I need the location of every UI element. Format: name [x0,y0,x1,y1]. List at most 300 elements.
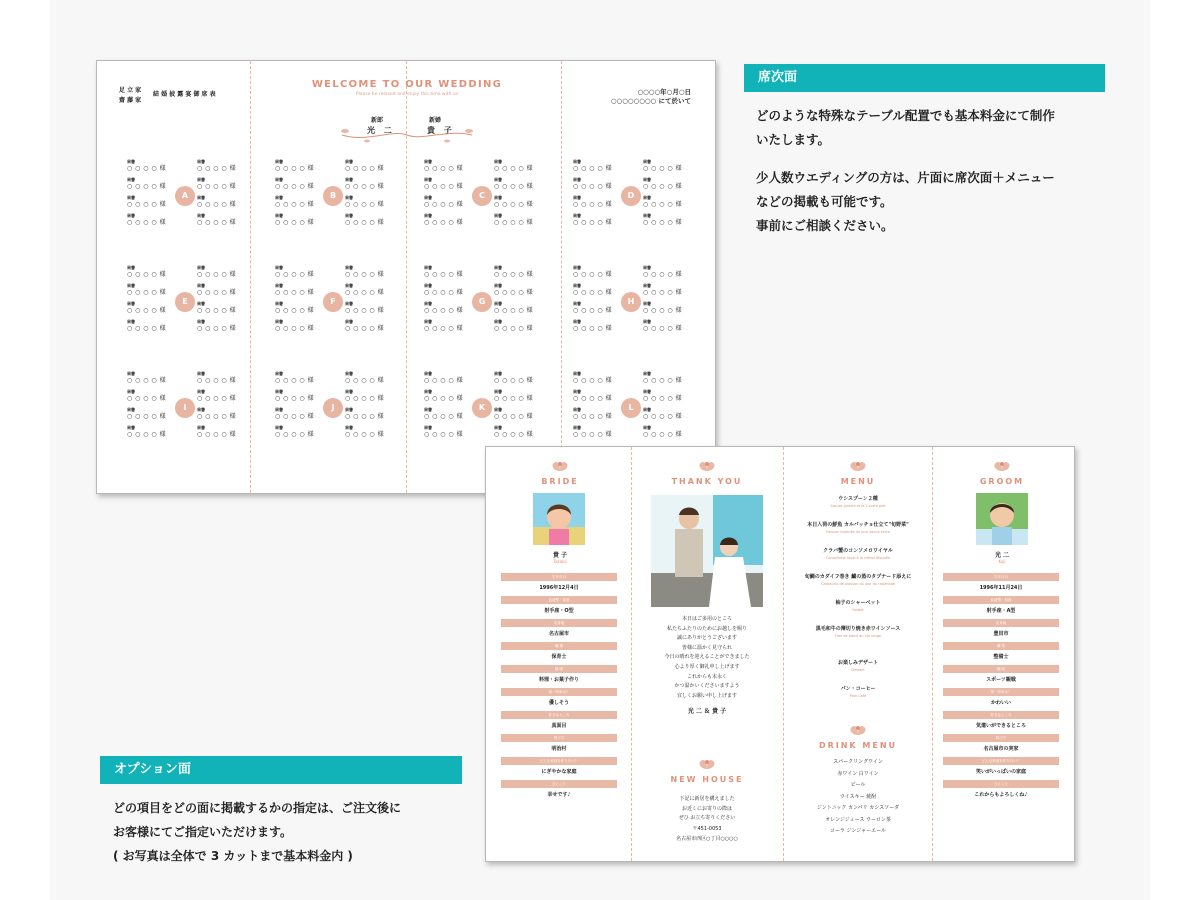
guest-title: 肩書 [197,407,205,412]
guest-title: 肩書 [643,389,651,394]
table-label: F [323,292,343,312]
guest-entry [573,195,623,208]
guest-title: 肩書 [424,177,432,182]
guest-entry [197,319,247,332]
course-name: パン・コーヒー [840,686,876,692]
guest-name: ○ ○ ○ ○ 様 [197,183,237,190]
guest-title: 肩書 [424,301,432,306]
guest-entry [127,213,177,226]
guest-title: 肩書 [275,159,283,164]
guest-entry [573,371,623,384]
text-line: オレンジジュース ウーロン茶 [825,816,891,823]
bride-name: 貴 子 [427,126,455,135]
guest-name: ○ ○ ○ ○ 様 [345,271,385,278]
table-group [573,265,693,337]
guest-entry [573,389,623,402]
guest-entry [197,371,247,384]
guest-title: 肩書 [127,319,135,324]
guest-name: ○ ○ ○ ○ 様 [573,431,613,438]
floral-ornament-icon [695,757,719,771]
vine-ornament-icon [337,121,477,143]
guest-entry [197,195,247,208]
guest-title: 肩書 [127,407,135,412]
guest-name: ○ ○ ○ ○ 様 [424,325,464,332]
profile-value: 整備士 [993,654,1009,660]
guest-entry [643,213,693,226]
text-line: お近くにお寄りの際は [681,805,732,812]
guest-title: 肩書 [573,159,581,164]
guest-title: 肩書 [275,389,283,394]
profile-value: スポーツ観戦 [986,677,1016,683]
guest-title: 肩書 [127,425,135,430]
guest-title: 肩書 [494,371,502,376]
guest-title: 肩書 [127,371,135,376]
guest-entry [573,265,623,278]
guest-entry [424,283,474,296]
guest-name: ○ ○ ○ ○ 様 [573,219,613,226]
guest-title: 肩書 [573,195,581,200]
guest-entry [643,407,693,420]
guest-title: 肩書 [494,159,502,164]
guest-name: ○ ○ ○ ○ 様 [127,431,167,438]
profile-value: 射手座・A型 [986,608,1016,614]
guest-title: 肩書 [127,301,135,306]
groom-photo [976,493,1028,545]
profile-value: 保育士 [551,654,567,660]
guest-name: ○ ○ ○ ○ 様 [424,377,464,384]
caption-line: ( お写真は全体で 3 カットまで基本料金内 ) [113,849,353,863]
guest-title: 肩書 [197,319,205,324]
guest-title: 肩書 [573,319,581,324]
drink-menu-heading: DRINK MENU [818,741,898,750]
guest-name: ○ ○ ○ ○ 様 [275,377,315,384]
guest-entry [345,389,395,402]
groom-heading: GROOM [979,477,1025,486]
guest-name: ○ ○ ○ ○ 様 [197,165,237,172]
guest-title: 肩書 [494,389,502,394]
guest-entry [494,159,544,172]
couple-photo [651,495,763,607]
guest-title: 肩書 [345,407,353,412]
text-line: 宜しくお願い申し上げます [676,692,737,699]
guest-title: 肩書 [573,425,581,430]
guest-title: 肩書 [345,389,353,394]
floral-ornament-icon [846,459,870,473]
profile-value: 射手座・O型 [544,608,574,614]
guest-entry [345,283,395,296]
guest-title: 肩書 [345,195,353,200]
guest-title: 肩書 [275,177,283,182]
profile-value: 気遣いができるところ [975,723,1026,729]
guest-entry [197,407,247,420]
guest-name: ○ ○ ○ ○ 様 [494,413,534,420]
guest-title: 肩書 [424,213,432,218]
guest-title: 肩書 [345,283,353,288]
bride-label: 新婦 [429,117,442,124]
guest-name: ○ ○ ○ ○ 様 [345,201,385,208]
guest-entry [197,265,247,278]
floral-ornament-icon [548,459,572,473]
guest-name: ○ ○ ○ ○ 様 [573,289,613,296]
guest-title: 肩書 [424,407,432,412]
guest-title: 肩書 [197,389,205,394]
caption-line: 少人数ウエディングの方は、片面に席次面＋メニュー [756,170,1055,185]
guest-title: 肩書 [127,177,135,182]
guest-entry [127,301,177,314]
bride-name-en: Takako [553,559,567,564]
guest-title: 肩書 [275,213,283,218]
guest-name: ○ ○ ○ ○ 様 [197,377,237,384]
course-name-french: Poisson marinée du jour sauce verte [826,530,890,534]
profile-label: どんな家庭を作りたい？ [501,757,617,765]
guest-title: 肩書 [573,177,581,182]
guest-title: 肩書 [197,371,205,376]
table-label: A [175,186,195,206]
course-name: ウシスプーン２種 [838,496,878,502]
profile-label: 第一印象は？ [501,688,617,696]
guest-entry [345,159,395,172]
guest-entry [127,407,177,420]
table-label: B [323,186,343,206]
guest-entry [275,389,325,402]
guest-name: ○ ○ ○ ○ 様 [197,271,237,278]
table-group [127,371,247,443]
guest-title: 肩書 [494,319,502,324]
text-line: ウイスキー 焼酎 [839,793,877,800]
profile-label: 趣 味 [501,665,617,673]
guest-name: ○ ○ ○ ○ 様 [345,395,385,402]
guest-title: 肩書 [345,301,353,306]
guest-entry [127,389,177,402]
profile-label: 血液型・星座 [501,596,617,604]
table-label: L [621,398,641,418]
bride-heading: BRIDE [541,477,579,486]
guest-name: ○ ○ ○ ○ 様 [345,377,385,384]
profile-label: ひとこと [943,780,1059,788]
guest-title: 肩書 [424,265,432,270]
profile-value: 1996年11月24日 [979,585,1023,591]
course-name: 旬鯛のカダイフ巻き 鱸の蒸のタプナード添えに [804,574,912,580]
guest-title: 肩書 [127,195,135,200]
groom-name: 光 二 [994,552,1010,559]
profile-value: にぎやかな家庭 [541,769,577,775]
guest-title: 肩書 [643,195,651,200]
guest-entry [424,371,474,384]
profile-label: 生年月日 [943,573,1059,581]
guest-name: ○ ○ ○ ○ 様 [643,413,683,420]
guest-entry [643,265,693,278]
guest-entry [127,195,177,208]
course-item [784,685,932,699]
guest-entry [345,319,395,332]
guest-entry [345,301,395,314]
profile-label: 出身地 [501,619,617,627]
guest-name: ○ ○ ○ ○ 様 [127,201,167,208]
table-group [127,159,247,231]
guest-entry [127,283,177,296]
wedding-venue: ○○○○○○○○ にて於いて [610,97,691,105]
guest-name: ○ ○ ○ ○ 様 [197,395,237,402]
caption-line: どのような特殊なテーブル配置でも基本料金にて制作 [756,108,1055,123]
guest-name: ○ ○ ○ ○ 様 [127,289,167,296]
guest-name: ○ ○ ○ ○ 様 [424,201,464,208]
new-house-message [633,795,781,824]
table-group [424,371,544,443]
guest-name: ○ ○ ○ ○ 様 [345,307,385,314]
guest-title: 肩書 [275,265,283,270]
table-group [424,265,544,337]
new-address: 名古屋市西区○丁目○○○○ [676,836,738,842]
guest-name: ○ ○ ○ ○ 様 [573,413,613,420]
text-line: 今日の晴れを迎えることができました [664,654,750,661]
guest-name: ○ ○ ○ ○ 様 [424,219,464,226]
profile-label: 第一印象は？ [943,688,1059,696]
groom-column [928,447,1075,862]
text-line: かつ温かいくださいますよう [674,683,740,690]
table-group [275,159,395,231]
guest-title: 肩書 [345,213,353,218]
guest-title: 肩書 [494,265,502,270]
profile-label: 呼び方 [501,734,617,742]
guest-entry [197,425,247,438]
guest-entry [424,177,474,190]
guest-name: ○ ○ ○ ○ 様 [424,307,464,314]
caption-line: どの項目をどの面に掲載するかの指定は、ご注文後に [113,801,402,815]
profile-value: 1996年12月4日 [539,585,579,591]
guest-entry [573,301,623,314]
guest-title: 肩書 [127,283,135,288]
postal-code: 〒451-0053 [692,826,722,832]
guest-name: ○ ○ ○ ○ 様 [494,201,534,208]
guest-title: 肩書 [573,389,581,394]
guest-entry [643,389,693,402]
guest-entry [127,425,177,438]
guest-name: ○ ○ ○ ○ 様 [643,377,683,384]
text-line: これからも末永く [686,673,727,680]
guest-entry [275,177,325,190]
guest-title: 肩書 [275,407,283,412]
guest-name: ○ ○ ○ ○ 様 [345,431,385,438]
profile-value: 優しそう [548,700,569,706]
course-name: お楽しみデザート [837,660,878,666]
guest-title: 肩書 [643,425,651,430]
guest-title: 肩書 [573,265,581,270]
guest-name: ○ ○ ○ ○ 様 [424,165,464,172]
guest-entry [275,159,325,172]
guest-entry [275,319,325,332]
guest-title: 肩書 [424,283,432,288]
guest-name: ○ ○ ○ ○ 様 [345,183,385,190]
guest-title: 肩書 [494,301,502,306]
thank-you-heading: THANK YOU [671,477,743,486]
guest-title: 肩書 [643,371,651,376]
guest-entry [643,283,693,296]
course-name: クラバ蟹のコンソメロワイヤル [823,548,893,554]
profile-value: 笑いがいっぱいの家庭 [975,769,1026,775]
guest-title: 肩書 [275,319,283,324]
guest-title: 肩書 [643,177,651,182]
caption-line: 事前にご相談ください。 [756,218,894,233]
seating-chart-title: 結 婚 披 露 宴 御 席 表 [153,91,216,98]
guest-title: 肩書 [494,407,502,412]
guest-title: 肩書 [643,407,651,412]
floral-ornament-icon [846,723,870,737]
guest-name: ○ ○ ○ ○ 様 [573,307,613,314]
guest-name: ○ ○ ○ ○ 様 [275,413,315,420]
guest-entry [494,371,544,384]
guest-title: 肩書 [275,301,283,306]
guest-entry [424,195,474,208]
guest-entry [345,425,395,438]
profile-value: 明治村 [551,746,567,752]
guest-entry [424,389,474,402]
guest-entry [494,177,544,190]
guest-title: 肩書 [345,425,353,430]
guest-name: ○ ○ ○ ○ 様 [127,271,167,278]
guest-title: 肩書 [345,159,353,164]
family-names [119,86,141,106]
guest-name: ○ ○ ○ ○ 様 [643,271,683,278]
course-item [784,547,932,561]
guest-entry [643,301,693,314]
groom-profile [943,573,1059,803]
guest-name: ○ ○ ○ ○ 様 [345,289,385,296]
guest-name: ○ ○ ○ ○ 様 [197,431,237,438]
guest-entry [573,407,623,420]
guest-title: 肩書 [197,159,205,164]
course-name-french: Filet de bœuf au vin rouge [834,634,882,638]
guest-entry [275,425,325,438]
guest-name: ○ ○ ○ ○ 様 [494,307,534,314]
guest-entry [275,265,325,278]
guest-entry [494,195,544,208]
seating-caption-title: 席次面 [744,64,1105,92]
bride-profile [501,573,617,803]
guest-name: ○ ○ ○ ○ 様 [643,307,683,314]
guest-name: ○ ○ ○ ○ 様 [197,201,237,208]
guest-entry [345,407,395,420]
guest-entry [197,177,247,190]
course-item [784,599,932,613]
groom-label: 新郎 [371,117,384,124]
guest-entry [494,425,544,438]
guest-name: ○ ○ ○ ○ 様 [197,325,237,332]
guest-name: ○ ○ ○ ○ 様 [275,219,315,226]
guest-name: ○ ○ ○ ○ 様 [127,413,167,420]
guest-name: ○ ○ ○ ○ 様 [643,165,683,172]
profile-value: 料理・お菓子作り [538,677,579,683]
guest-title: 肩書 [127,159,135,164]
guest-name: ○ ○ ○ ○ 様 [494,377,534,384]
guest-name: ○ ○ ○ ○ 様 [424,413,464,420]
course-name-french: Amuse gueule et le 2 sorte plat [830,504,886,508]
profile-value: 幸せです♪ [547,792,571,798]
groom-name-en: Koji [998,559,1006,564]
guest-name: ○ ○ ○ ○ 様 [494,271,534,278]
guest-name: ○ ○ ○ ○ 様 [424,431,464,438]
guest-title: 肩書 [197,301,205,306]
table-label: E [175,292,195,312]
caption-line: お客様にてご指定いただけます。 [113,825,293,839]
text-line: 皆様に温かく見守られ [681,644,732,651]
table-label: K [472,398,492,418]
table-group [573,371,693,443]
guest-title: 肩書 [424,371,432,376]
table-group [275,265,395,337]
guest-name: ○ ○ ○ ○ 様 [643,183,683,190]
guest-title: 肩書 [494,195,502,200]
text-line: コーラ ジンジャーエール [829,828,887,834]
guest-entry [424,407,474,420]
guest-name: ○ ○ ○ ○ 様 [127,183,167,190]
profile-label: 血液型・星座 [943,596,1059,604]
guest-name: ○ ○ ○ ○ 様 [643,431,683,438]
profile-value: 豊田市 [993,631,1009,637]
guest-title: 肩書 [494,283,502,288]
guest-entry [127,265,177,278]
guest-title: 肩書 [424,159,432,164]
course-item [784,625,932,639]
guest-name: ○ ○ ○ ○ 様 [573,271,613,278]
bride-column [486,447,634,862]
guest-entry [424,265,474,278]
option-caption-text [113,796,463,868]
guest-name: ○ ○ ○ ○ 様 [275,431,315,438]
guest-title: 肩書 [275,425,283,430]
profile-value: 名古屋市の実家 [983,746,1019,752]
caption-line: などの掲載も可能です。 [756,194,893,209]
text-line: 赤ワイン 白ワイン [837,770,879,777]
table-label: H [621,292,641,312]
guest-entry [197,213,247,226]
guest-entry [424,319,474,332]
profile-value: これからもよろしくね♪ [974,792,1028,798]
guest-name: ○ ○ ○ ○ 様 [494,325,534,332]
guest-entry [494,283,544,296]
course-item [784,659,932,673]
text-line: 心より厚く御礼申し上げます [674,663,740,670]
guest-title: 肩書 [573,371,581,376]
guest-entry [424,159,474,172]
guest-entry [275,283,325,296]
guest-entry [197,301,247,314]
guest-name: ○ ○ ○ ○ 様 [573,201,613,208]
guest-title: 肩書 [197,195,205,200]
guest-title: 肩書 [494,177,502,182]
guest-title: 肩書 [197,213,205,218]
seating-caption-text [756,104,1102,238]
guest-name: ○ ○ ○ ○ 様 [424,183,464,190]
table-group [573,159,693,231]
bride-photo [533,493,585,545]
guest-title: 肩書 [345,371,353,376]
guest-title: 肩書 [275,283,283,288]
guest-name: ○ ○ ○ ○ 様 [275,271,315,278]
guest-entry [494,319,544,332]
course-name: 柚子のシャーベット [835,600,881,606]
profile-label: 職 業 [501,642,617,650]
welcome-heading: WELCOME TO OUR WEDDING [311,79,503,90]
guest-entry [424,425,474,438]
wedding-date: ○○○○年○月○日 [637,88,691,96]
guest-name: ○ ○ ○ ○ 様 [643,201,683,208]
course-name: 黒毛和牛の薄切り焼き赤ワインソース [815,626,901,632]
guest-name: ○ ○ ○ ○ 様 [424,395,464,402]
guest-entry [573,177,623,190]
text-line: ビール [850,782,866,788]
guest-title: 肩書 [494,213,502,218]
course-item [784,495,932,509]
